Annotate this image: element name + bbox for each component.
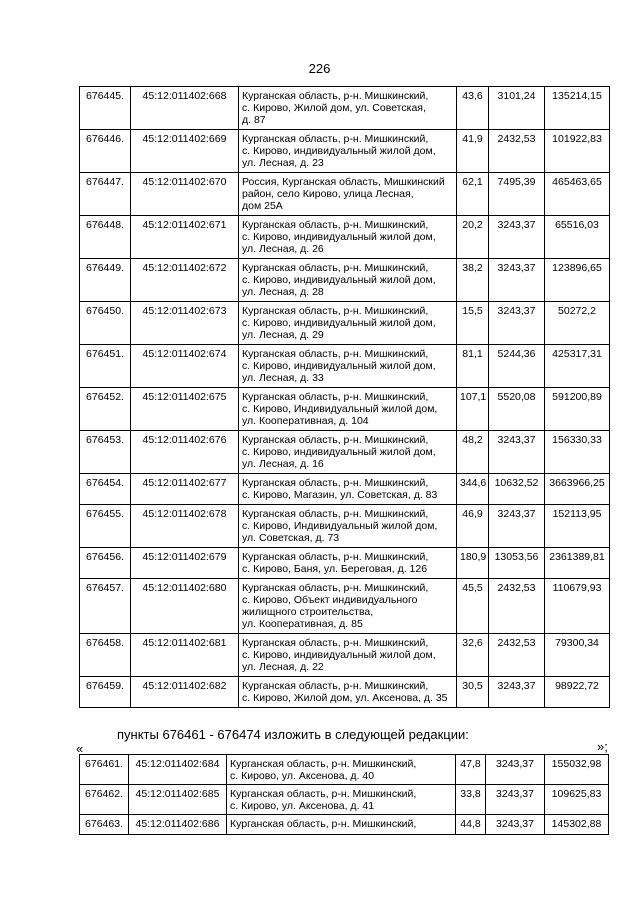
address — [239, 388, 457, 431]
table-row — [80, 345, 610, 388]
table-row — [80, 431, 610, 474]
unit-price: 3243,37 — [489, 259, 545, 302]
area: 43,6 — [457, 87, 489, 130]
address-line: ул. Кооперативная, д. 85 — [242, 618, 363, 630]
address-line: Курганская область, р-н. Мишкинский, — [242, 508, 429, 520]
address-line: Россия, Курганская область, Мишкинский — [242, 176, 445, 188]
area: 107,1 — [457, 388, 489, 431]
address — [239, 130, 457, 173]
cadastral-value: 50272,2 — [545, 302, 610, 345]
cadastral-number: 45:12:011402:679 — [131, 548, 239, 579]
address-line: ул. Лесная, д. 23 — [242, 157, 324, 169]
address-line: с. Кирово, Баня, ул. Береговая, д. 126 — [242, 563, 428, 575]
table-row — [80, 677, 610, 708]
cadastral-number: 45:12:011402:673 — [131, 302, 239, 345]
cadastral-number: 45:12:011402:677 — [131, 474, 239, 505]
area: 81,1 — [457, 345, 489, 388]
table-row — [80, 87, 610, 130]
address-line: ул. Советская, д. 73 — [242, 532, 340, 544]
address-line: Курганская область, р-н. Мишкинский, — [242, 582, 429, 594]
area: 41,9 — [457, 130, 489, 173]
address — [239, 579, 457, 634]
unit-price: 3101,24 — [489, 87, 545, 130]
unit-price: 10632,52 — [489, 474, 545, 505]
row-number: 676455. — [80, 505, 131, 548]
address-line: ул. Лесная, д. 28 — [242, 286, 324, 298]
row-number: 676451. — [80, 345, 131, 388]
unit-price: 3243,37 — [486, 785, 545, 815]
table-row — [80, 785, 609, 815]
address-line: с. Кирово, индивидуальный жилой дом, — [242, 231, 436, 243]
cadastral-value: 591200,89 — [545, 388, 610, 431]
address-line: Курганская область, р-н. Мишкинский, — [242, 391, 429, 403]
area: 46,9 — [457, 505, 489, 548]
page-number: 226 — [308, 61, 331, 76]
cadastral-number: 45:12:011402:669 — [131, 130, 239, 173]
unit-price: 7495,39 — [489, 173, 545, 216]
address-line: д. 87 — [242, 114, 266, 126]
address-line: с. Кирово, индивидуальный жилой дом, — [242, 145, 436, 157]
address — [239, 634, 457, 677]
address — [239, 345, 457, 388]
address-line: ул. Лесная, д. 29 — [242, 329, 324, 341]
address — [227, 755, 456, 785]
cadastral-number: 45:12:011402:670 — [131, 173, 239, 216]
row-number: 676463. — [80, 815, 129, 835]
address — [239, 548, 457, 579]
address-line: с. Кирово, Жилой дом, ул. Советская, — [242, 102, 426, 114]
address-line: ул. Лесная, д. 26 — [242, 243, 324, 255]
cadastral-value: 110679,93 — [545, 579, 610, 634]
cadastral-value: 135214,15 — [545, 87, 610, 130]
table-row — [80, 216, 610, 259]
closing-quote-mark: »; — [597, 739, 608, 754]
area: 44,8 — [456, 815, 486, 835]
area: 38,2 — [457, 259, 489, 302]
cadastral-value: 98922,72 — [545, 677, 610, 708]
address — [227, 785, 456, 815]
address-line: с. Кирово, Жилой дом, ул. Аксенова, д. 35 — [242, 692, 448, 704]
table-row — [80, 505, 610, 548]
cadastral-number: 45:12:011402:686 — [129, 815, 227, 835]
address — [239, 677, 457, 708]
unit-price: 3243,37 — [489, 505, 545, 548]
row-number: 676459. — [80, 677, 131, 708]
area: 30,5 — [457, 677, 489, 708]
row-number: 676452. — [80, 388, 131, 431]
table-row — [80, 815, 609, 835]
address — [239, 173, 457, 216]
address-line: район, село Кирово, улица Лесная, — [242, 188, 414, 200]
address-line: Курганская область, р-н. Мишкинский, — [242, 551, 429, 563]
address-line: с. Кирово, индивидуальный жилой дом, — [242, 274, 436, 286]
address-line: с. Кирово, ул. Аксенова, д. 40 — [230, 770, 375, 782]
cadastral-number: 45:12:011402:668 — [131, 87, 239, 130]
row-number: 676449. — [80, 259, 131, 302]
address-line: Курганская область, р-н. Мишкинский, — [242, 434, 429, 446]
cadastral-number: 45:12:011402:682 — [131, 677, 239, 708]
opening-quote-mark: « — [76, 741, 84, 756]
cadastral-number: 45:12:011402:675 — [131, 388, 239, 431]
table-row — [80, 388, 610, 431]
table-row — [80, 130, 610, 173]
cadastral-number: 45:12:011402:671 — [131, 216, 239, 259]
area: 20,2 — [457, 216, 489, 259]
cadastral-value: 156330,33 — [545, 431, 610, 474]
area: 180,9 — [457, 548, 489, 579]
address-line: Курганская область, р-н. Мишкинский, — [242, 348, 429, 360]
address — [239, 431, 457, 474]
address-line: с. Кирово, Индивидуальный жилой дом, — [242, 520, 438, 532]
address-line: дом 25А — [242, 200, 283, 212]
row-number: 676453. — [80, 431, 131, 474]
unit-price: 3243,37 — [489, 216, 545, 259]
address-line: Курганская область, р-н. Мишкинский, — [242, 477, 429, 489]
row-number: 676454. — [80, 474, 131, 505]
row-number: 676446. — [80, 130, 131, 173]
address-line: с. Кирово, индивидуальный жилой дом, — [242, 649, 436, 661]
address-line: Курганская область, р-н. Мишкинский, — [242, 637, 429, 649]
address-line: Курганская область, р-н. Мишкинский, — [230, 818, 417, 830]
cadastral-number: 45:12:011402:676 — [131, 431, 239, 474]
cadastral-number: 45:12:011402:680 — [131, 579, 239, 634]
cadastral-value: 109625,83 — [545, 785, 609, 815]
cadastral-number: 45:12:011402:684 — [129, 755, 227, 785]
cadastral-value: 65516,03 — [545, 216, 610, 259]
cadastral-value: 79300,34 — [545, 634, 610, 677]
area: 15,5 — [457, 302, 489, 345]
address-line: Курганская область, р-н. Мишкинский, — [242, 680, 429, 692]
cadastral-number: 45:12:011402:672 — [131, 259, 239, 302]
address-line: с. Кирово, Магазин, ул. Советская, д. 83 — [242, 489, 438, 501]
unit-price: 2432,53 — [489, 579, 545, 634]
unit-price: 2432,53 — [489, 130, 545, 173]
area: 47,8 — [456, 755, 486, 785]
cadastral-number: 45:12:011402:678 — [131, 505, 239, 548]
address-line: Курганская область, р-н. Мишкинский, — [242, 90, 429, 102]
area: 45,5 — [457, 579, 489, 634]
row-number: 676461. — [80, 755, 129, 785]
cadastral-number: 45:12:011402:681 — [131, 634, 239, 677]
unit-price: 3243,37 — [489, 302, 545, 345]
unit-price: 2432,53 — [489, 634, 545, 677]
address-line: Курганская область, р-н. Мишкинский, — [242, 305, 429, 317]
address — [227, 815, 456, 835]
registry-table-main — [79, 86, 610, 708]
unit-price: 5520,08 — [489, 388, 545, 431]
address — [239, 216, 457, 259]
cadastral-number: 45:12:011402:685 — [129, 785, 227, 815]
address-line: с. Кирово, индивидуальный жилой дом, — [242, 317, 436, 329]
address-line: с. Кирово, индивидуальный жилой дом, — [242, 446, 436, 458]
cadastral-value: 2361389,81 — [545, 548, 610, 579]
cadastral-value: 425317,31 — [545, 345, 610, 388]
unit-price: 3243,37 — [486, 755, 545, 785]
address-line: ул. Кооперативная, д. 104 — [242, 415, 369, 427]
address-line: с. Кирово, индивидуальный жилой дом, — [242, 360, 436, 372]
area: 62,1 — [457, 173, 489, 216]
table-row — [80, 579, 610, 634]
address-line: Курганская область, р-н. Мишкинский, — [242, 262, 429, 274]
cadastral-value: 152113,95 — [545, 505, 610, 548]
area: 344,6 — [457, 474, 489, 505]
unit-price: 3243,37 — [489, 431, 545, 474]
row-number: 676456. — [80, 548, 131, 579]
address-line: с. Кирово, ул. Аксенова, д. 41 — [230, 800, 375, 812]
row-number: 676458. — [80, 634, 131, 677]
address-line: с. Кирово, Индивидуальный жилой дом, — [242, 403, 438, 415]
address-line: Курганская область, р-н. Мишкинский, — [242, 219, 429, 231]
amendment-instruction: пункты 676461 - 676474 изложить в следующей редакции: — [117, 727, 469, 742]
registry-table-amended — [79, 754, 609, 835]
row-number: 676462. — [80, 785, 129, 815]
row-number: 676445. — [80, 87, 131, 130]
address — [239, 474, 457, 505]
address — [239, 505, 457, 548]
cadastral-value: 101922,83 — [545, 130, 610, 173]
cadastral-number: 45:12:011402:674 — [131, 345, 239, 388]
unit-price: 3243,37 — [486, 815, 545, 835]
table-row — [80, 474, 610, 505]
unit-price: 3243,37 — [489, 677, 545, 708]
address — [239, 302, 457, 345]
row-number: 676448. — [80, 216, 131, 259]
address-line: ул. Лесная, д. 22 — [242, 661, 324, 673]
address — [239, 259, 457, 302]
table-row — [80, 259, 610, 302]
cadastral-value: 3663966,25 — [545, 474, 610, 505]
cadastral-value: 145302,88 — [545, 815, 609, 835]
address-line: с. Кирово, Объект индивидуального — [242, 594, 418, 606]
address-line: ул. Лесная, д. 33 — [242, 372, 324, 384]
row-number: 676457. — [80, 579, 131, 634]
address-line: ул. Лесная, д. 16 — [242, 458, 324, 470]
row-number: 676450. — [80, 302, 131, 345]
cadastral-value: 465463,65 — [545, 173, 610, 216]
area: 32,6 — [457, 634, 489, 677]
area: 48,2 — [457, 431, 489, 474]
address-line: Курганская область, р-н. Мишкинский, — [230, 788, 417, 800]
unit-price: 13053,56 — [489, 548, 545, 579]
row-number: 676447. — [80, 173, 131, 216]
table-row — [80, 302, 610, 345]
address — [239, 87, 457, 130]
table-row — [80, 548, 610, 579]
unit-price: 5244,36 — [489, 345, 545, 388]
address-line: Курганская область, р-н. Мишкинский, — [230, 758, 417, 770]
table-row — [80, 173, 610, 216]
address-line: жилищного строительства, — [242, 606, 374, 618]
cadastral-value: 123896,65 — [545, 259, 610, 302]
area: 33,8 — [456, 785, 486, 815]
table-row — [80, 634, 610, 677]
address-line: Курганская область, р-н. Мишкинский, — [242, 133, 429, 145]
table-row — [80, 755, 609, 785]
cadastral-value: 155032,98 — [545, 755, 609, 785]
